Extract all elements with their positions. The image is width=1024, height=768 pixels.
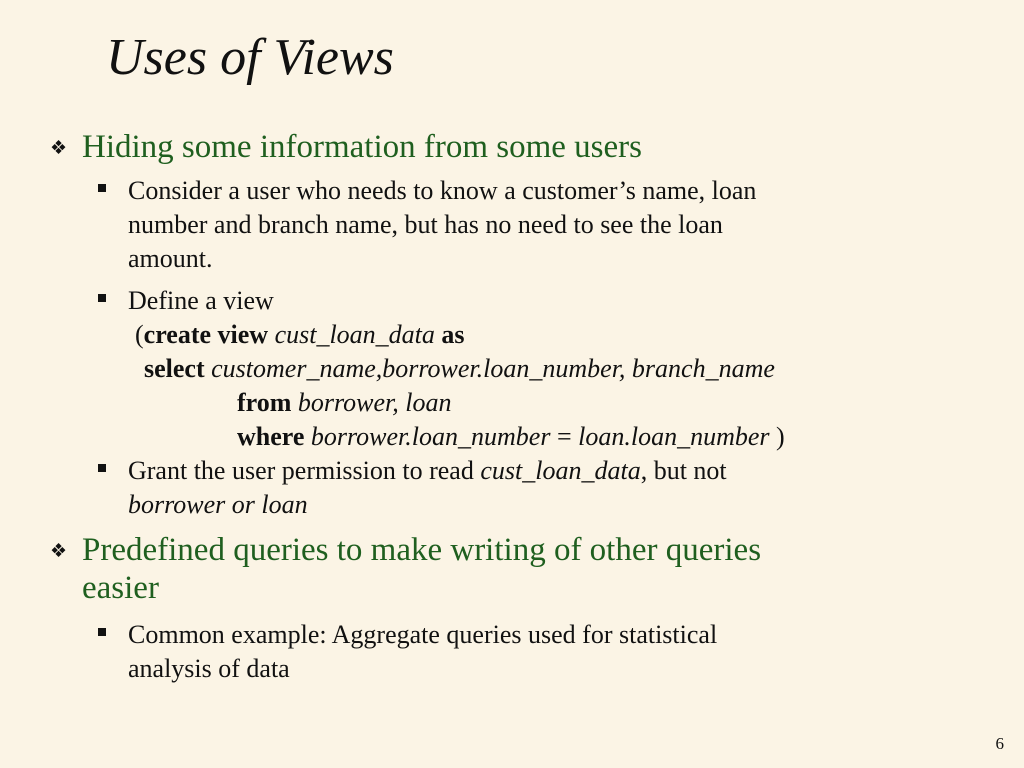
sub-bullet-1-1-line3: amount. — [128, 244, 213, 273]
sub-bullet-1-1 — [128, 174, 988, 276]
where-left: borrower.loan_number — [310, 422, 551, 451]
square-bullet-icon — [98, 628, 106, 636]
square-bullet-icon — [98, 294, 106, 302]
sub-bullet-2-1 — [128, 618, 988, 686]
keyword-as: as — [441, 320, 465, 349]
bullet-1-text: Hiding some information from some users — [82, 129, 643, 165]
keyword-create-view: create view — [143, 320, 269, 349]
sub-bullet-2-1-line2: analysis of data — [128, 654, 290, 683]
close-paren: ) — [776, 422, 785, 451]
select-list: customer_name,borrower.loan_number, branch_name — [211, 354, 775, 383]
sub-bullet-2-1-line1: Common example: Aggregate queries used for statistical — [128, 620, 718, 649]
page-number: 6 — [995, 734, 1004, 753]
keyword-select: select — [144, 354, 205, 383]
view-name: cust_loan_data — [274, 320, 435, 349]
sub-bullet-1-3-line1 — [128, 454, 988, 488]
sub-bullet-1-1-line2: number and branch name, but has no need to see the loan — [128, 210, 723, 239]
code-line-create — [135, 318, 465, 352]
sub-bullet-1-3 — [128, 454, 988, 522]
square-bullet-icon — [98, 184, 106, 192]
code-line-from — [237, 386, 452, 420]
keyword-from: from — [237, 388, 292, 417]
code-line-where — [237, 420, 785, 454]
square-bullet-icon — [98, 464, 106, 472]
diamond-bullet-icon: ❖ — [50, 541, 68, 562]
where-right: loan.loan_number — [578, 422, 770, 451]
sub-bullet-1-2: Define a view — [128, 286, 274, 315]
grant-view-name: cust_loan_data — [480, 456, 641, 485]
sub-bullet-1-1-line1: Consider a user who needs to know a customer’s name, loan — [128, 176, 757, 205]
diamond-bullet-icon: ❖ — [50, 138, 68, 159]
bullet-2-text — [82, 531, 982, 607]
from-list: borrower, loan — [297, 388, 452, 417]
equals-sign: = — [556, 422, 572, 451]
sub-bullet-1-3-line2: borrower or loan — [128, 490, 308, 519]
grant-suffix: , but not — [640, 456, 727, 485]
open-paren: ( — [135, 320, 144, 349]
grant-text: Grant the user permission to read — [128, 456, 481, 485]
slide-title: Uses of Views — [106, 29, 394, 86]
code-line-select — [144, 352, 775, 386]
bullet-2-line2: easier — [82, 570, 159, 606]
bullet-2-line1: Predefined queries to make writing of other queries — [82, 532, 762, 568]
keyword-where: where — [237, 422, 305, 451]
